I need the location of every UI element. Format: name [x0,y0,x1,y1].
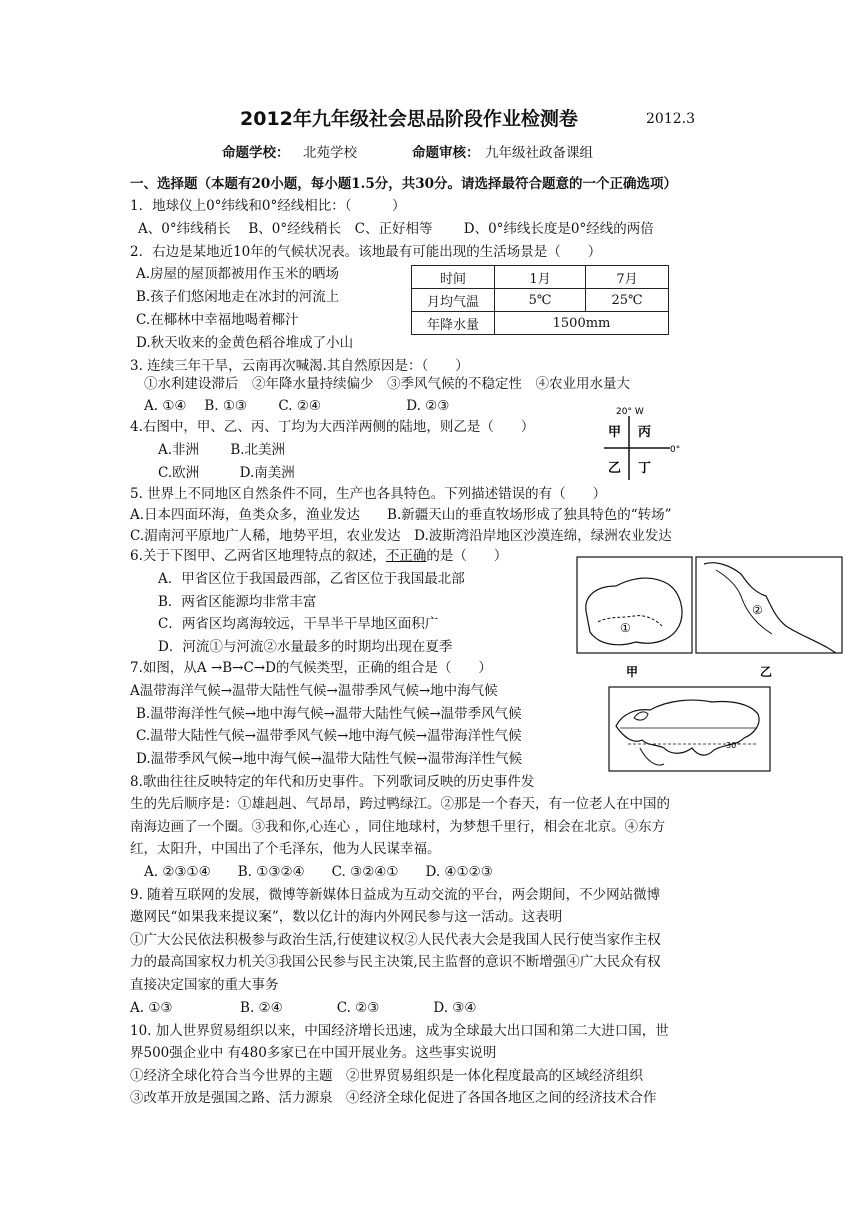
q7-stem: 7.如图，从A →B→C→D的气候类型，正确的组合是（ ） [130,660,492,676]
exam-date: 2012.3 [646,111,695,127]
map-yi-label: 乙 [760,665,773,679]
table-cell: 5℃ [495,289,586,312]
review-label: 命题审核： [412,145,480,161]
q2-option-b: B.孩子们悠闲地走在冰封的河流上 [136,289,340,305]
q5-line-1: A.日本四面环海，鱼类众多，渔业发达 B.新疆天山的垂直牧场形成了独具特色的“转场” [130,507,672,523]
q1-options: A、0°纬线稍长 B、0°经线稍长 C、正好相等 D、0°纬线长度是0°经线的两倍 [138,221,654,237]
q7-option-c: C.温带大陆性气候→温带季风气候→地中海气候→温带海洋性气候 [136,728,522,744]
q6-stem-a: 6.关于下图甲、乙两省区地理特点的叙述， [130,548,386,564]
q1-stem: 1．地球仪上0°纬线和0°经线相比：（ ） [130,198,406,214]
q9-line-3: ①广大公民依法积极参与政治生活,行使建议权②人民代表大会是我国人民行使当家作主权 [130,932,661,948]
label-yi: 乙 [608,461,622,476]
q6-option-c: C．两省区均离海较远，干旱半干旱地区面积广 [158,616,439,632]
q8-line-4: 红，太阳升，中国出了个毛泽东，他为人民谋幸福。 [130,841,441,857]
label-bing: 丙 [638,425,652,440]
q9-options: A. ①③ B. ②④ C. ②③ D. ③④ [130,1000,477,1016]
q7-option-d: D.温带季风气候→地中海气候→温带大陆性气候→温带海洋性气候 [136,751,523,767]
q4-options-2: C.欧洲 D.南美洲 [158,465,295,481]
table-row-label: 年降水量 [412,312,495,335]
q2-option-a: A.房屋的屋顶都被用作玉米的晒场 [136,266,340,282]
school-label: 命题学校： [222,145,290,161]
label-jia: 甲 [608,425,622,440]
q7-option-b: B.温带海洋性气候→地中海气候→温带大陆性气候→温带季风气候 [136,706,522,722]
q8-line-3: 南海边画了一个圈。③我和你,心连心 ，同住地球村，为梦想千里行，相会在北京。④东方 [130,819,666,835]
table-cell: 1500mm [495,312,669,335]
q2-option-d: D.秋天收来的金黄色稻谷堆成了小山 [136,335,354,351]
q10-line-3: ①经济全球化符合当今世界的主题 ②世界贸易组织是一体化程度最高的区域经济组织 [130,1068,643,1084]
q10-line-2: 界500强企业中 有480多家已在中国开展业务。这些事实说明 [130,1045,497,1061]
lat-label: 0° [670,445,681,455]
q4-stem: 4.右图中，甲、乙、丙、丁均为大西洋两侧的陆地，则乙是（ ） [130,419,535,435]
climate-table [411,265,669,335]
province-maps-figure [576,556,844,684]
q8-line-1: 8.歌曲往往反映特定的年代和历史事件。下列歌词反映的历史事件发 [130,774,535,790]
q5-line-2: C.湄南河平原地广人稀，地势平坦，农业发达 D.波斯湾沿岸地区沙漠连绵，绿洲农业发达 [130,528,672,544]
atlantic-quadrant-figure [596,402,686,482]
q9-line-4: 力的最高国家权力机关③我国公民参与民主决策,民主监督的意识不断增强④广大民众有权 [130,954,661,970]
lon-label: 20° W [616,407,644,417]
page-title: 2012年九年级社会思品阶段作业检测卷 [240,108,578,130]
q6-stem-b: 的是（ ） [426,548,508,564]
q8-line-2: 生的先后顺序是：①雄赳赳、气昂昂，跨过鸭绿江。②那是一个春天，有一位老人在中国的 [130,796,670,812]
q7-option-a: A温带海洋气候→温带大陆性气候→温带季风气候→地中海气候 [130,683,498,699]
q8-options: A. ②③①④ B. ①③②④ C. ③②④① D. ④①②③ [144,864,493,880]
river-1-label: ① [620,621,631,635]
table-row-label: 月均气温 [412,289,495,312]
q4-options-1: A.非洲 B.北美洲 [158,442,286,458]
section-heading: 一、选择题（本题有20小题，每小题1.5分，共30分。请选择最符合题意的一个正确选项） [130,176,678,192]
q5-stem: 5. 世界上不同地区自然条件不同，生产也各具特色。下列描述错误的有（ ） [130,486,607,502]
map-jia-label: 甲 [626,665,639,679]
review-name: 九年级社政备课组 [485,145,593,161]
q10-line-4: ③改革开放是强国之路、活力源泉 ④经济全球化促进了各国各地区之间的经济技术合作 [130,1090,657,1106]
q10-line-1: 10. 加人世界贸易组织以来，中国经济增长迅速，成为全球最大出口国和第二大进口国，世 [130,1023,669,1039]
eurasia-map-figure [608,686,772,774]
q3-options: A. ①④ B. ①③ C. ②④ D. ②③ [144,398,450,414]
q6-stem-underline: 不正确 [385,548,427,564]
q6-option-d: D．河流①与河流②水量最多的时期均出现在夏季 [158,639,453,655]
q9-line-5: 直接决定国家的重大事务 [130,977,279,993]
q6-stem [130,546,507,566]
table-cell: 25℃ [586,289,669,312]
table-header-time: 时间 [412,266,495,289]
river-2-label: ② [752,603,763,617]
lat-30-label: 30° [726,741,741,750]
q6-option-b: B．两省区能源均非常丰富 [158,594,317,610]
q2-option-c: C.在椰林中幸福地喝着椰汁 [136,312,299,328]
q3-items: ①水利建设滞后 ②年降水量持续偏少 ③季风气候的不稳定性 ④农业用水量大 [144,376,630,392]
q3-stem: 3. 连续三年干旱，云南再次喊渴.其自然原因是：（ ） [130,358,469,374]
q9-line-1: 9. 随着互联网的发展，微博等新媒体日益成为互动交流的平台，两会期间，不少网站微博 [130,887,661,903]
q6-option-a: A．甲省区位于我国最西部，乙省区位于我国最北部 [158,571,465,587]
q9-line-2: 邀网民“如果我来提议案”，数以亿计的海内外网民参与这一活动。这表明 [130,909,563,925]
q2-stem: 2．右边是某地近10年的气候状况表。该地最有可能出现的生活场景是（ ） [130,244,602,260]
school-name: 北苑学校 [303,145,357,161]
table-header-jul: 7月 [586,266,669,289]
table-header-jan: 1月 [495,266,586,289]
label-ding: 丁 [638,461,652,476]
